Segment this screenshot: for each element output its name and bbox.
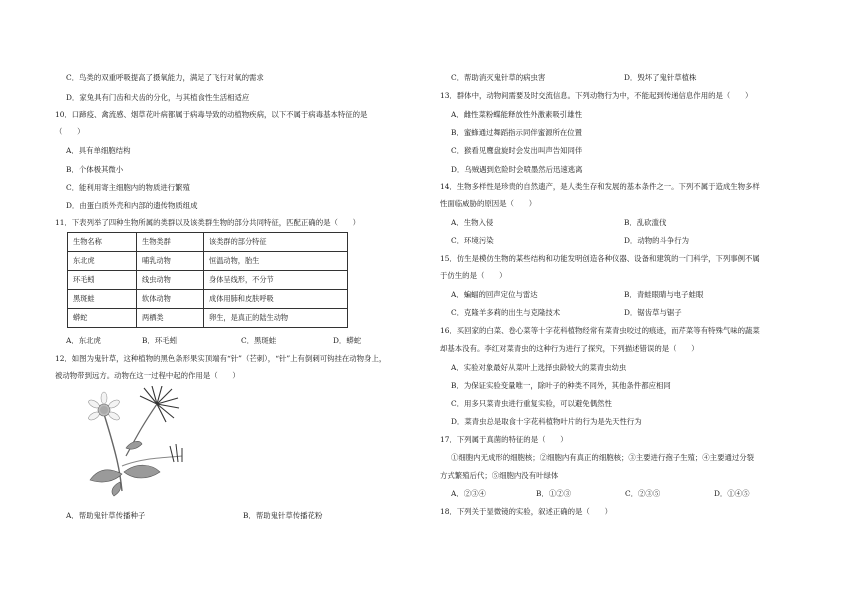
q17-stem: 17．下列属于真菌的特征的是（ ）: [440, 435, 568, 444]
q13-stem: 13．群体中，动物间需要及时交流信息。下列动物行为中，不能起到传递信息作用的是（ ）: [440, 91, 753, 100]
q13-option-b: B．蜜蜂通过舞蹈指示同伴蜜源所在位置: [451, 128, 583, 137]
q17-option-a: A．②③④: [451, 489, 486, 498]
q16-option-d: D．菜青虫总是取食十字花科植物叶片的行为是先天性行为: [451, 417, 642, 426]
q14-option-d: D．动物的斗争行为: [624, 236, 690, 245]
q12-option-c: C．帮助消灭鬼针草的病虫害: [451, 73, 546, 82]
q10-stem: 10．口蹄疫、禽流感、烟草花叶病都属于病毒导致的动植物疾病，以下不属于病毒基本特征的是: [55, 110, 368, 119]
table-header-cell: 生物名称: [68, 233, 137, 252]
q16-option-c: C．用多只菜青虫进行重复实验，可以避免偶然性: [451, 399, 612, 408]
q16-stem: 16．买回家的白菜、卷心菜等十字花科植物经常有菜青虫咬过的痕迹，而芹菜等有特殊气味的蔬菜: [440, 326, 760, 335]
flower-head: [87, 392, 120, 422]
q16-option-a: A．实验对象最好从菜叶上选择虫龄较大的菜青虫幼虫: [451, 363, 627, 372]
q14-option-a: A．生物入侵: [451, 218, 494, 227]
table-cell: 环毛蚓: [68, 271, 137, 290]
q14-stem: 14．生物多样性是珍贵的自然遗产，是人类生存和发展的基本条件之一。下列不属于造成生物多样: [440, 182, 760, 191]
q10-option-c: C．能利用寄主细胞内的物质进行繁殖: [66, 183, 190, 192]
table-row: [68, 309, 348, 328]
q9-option-c: C．鸟类的双重呼吸提高了摄氧能力，满足了飞行对氧的需求: [66, 73, 264, 82]
q11-option-c: C．黑斑蛙: [241, 336, 277, 345]
table-row: [68, 271, 348, 290]
bidens-plant-image: [82, 386, 194, 498]
table-cell: 哺乳动物: [137, 252, 204, 271]
q10-option-d: D．由蛋白质外壳和内部的遗传物质组成: [66, 201, 198, 210]
q13-option-d: D．乌贼遇到危险时会喷墨然后迅速逃离: [451, 165, 583, 174]
q17-items: ①细胞内无成形的细胞核；②细胞内有真正的细胞核；③主要进行孢子生殖；④主要通过分裂: [451, 453, 755, 462]
table-row: [68, 252, 348, 271]
q16-option-b: B．为保证实验变量唯一，除叶子的种类不同外，其他条件都应相同: [451, 381, 671, 390]
q15-stem-cont: 于仿生的是（ ）: [440, 271, 507, 280]
detached-fruits: [170, 444, 182, 462]
q14-option-b: B．乱砍滥伐: [624, 218, 667, 227]
q15-option-a: A．蝙蝠的回声定位与雷达: [451, 290, 538, 299]
q17-items-cont: 方式繁殖后代；⑤细胞内没有叶绿体: [440, 471, 559, 480]
table-cell: 卵生，是真正的陆生动物: [204, 309, 348, 328]
q15-option-c: C．克隆羊多莉的出生与克隆技术: [451, 308, 561, 317]
q10-stem-paren: （ ）: [55, 127, 85, 136]
q11-table: [67, 232, 348, 328]
q12-option-b: B．帮助鬼针草传播花粉: [243, 511, 323, 520]
table-cell: 线虫动物: [137, 271, 204, 290]
q17-option-d: D．①④⑤: [714, 489, 750, 498]
table-row: [68, 290, 348, 309]
q11-option-d: D．蟒蛇: [333, 336, 362, 345]
q17-option-c: C．②③⑤: [625, 489, 661, 498]
q10-option-b: B．个体极其微小: [66, 165, 124, 174]
table-cell: 软体动物: [137, 290, 204, 309]
q15-option-b: B．青蛙眼睛与电子蛙眼: [624, 290, 704, 299]
table-header-cell: 生物类群: [137, 233, 204, 252]
leaves: [90, 441, 160, 496]
table-cell: 蟒蛇: [68, 309, 137, 328]
q12-option-a: A．帮助鬼针草传播种子: [66, 511, 146, 520]
q12-option-d: D．毁坏了鬼针草植株: [624, 73, 697, 82]
table-cell: 黑斑蛙: [68, 290, 137, 309]
q12-stem: 12．如图为鬼针草，这种植物的黑色条形果实顶端有“针”（芒刺），“针”上有倒刺可钩挂在动物身上，: [55, 354, 387, 363]
q11-option-a: A．东北虎: [66, 336, 101, 345]
table-cell: 东北虎: [68, 252, 137, 271]
q11-stem: 11．下表列举了四种生物所属的类群以及该类群生物的部分共同特征，匹配正确的是（ ）: [55, 218, 361, 227]
table-header-cell: 该类群的部分特征: [204, 233, 348, 252]
q14-stem-cont: 性面临威胁的原因是（ ）: [440, 199, 537, 208]
q10-option-a: A．具有单细胞结构: [66, 146, 131, 155]
seed-head: [140, 386, 179, 422]
table-cell: 恒温动物，胎生: [204, 252, 348, 271]
table-header-row: [68, 233, 348, 252]
table-cell: 两栖类: [137, 309, 204, 328]
q13-option-c: C．猴看见鹰盘旋时会发出叫声告知同伴: [451, 146, 583, 155]
q16-stem-cont: 却基本没有。李红对菜青虫的这种行为进行了探究，下列描述错误的是（ ）: [440, 344, 699, 353]
q15-option-d: D．锯齿草与锯子: [624, 308, 682, 317]
q12-stem-cont: 被动物带到远方。动物在这一过程中起的作用是（ ）: [55, 371, 240, 380]
q11-option-b: B．环毛蚓: [142, 336, 177, 345]
table-cell: 身体呈线形，不分节: [204, 271, 348, 290]
q18-stem: 18．下列关于显微镜的实验，叙述正确的是（ ）: [440, 507, 613, 516]
table-cell: 成体用肺和皮肤呼吸: [204, 290, 348, 309]
q13-option-a: A．雌性菜粉蝶能释放性外激素吸引雄性: [451, 110, 582, 119]
q15-stem: 15．仿生是模仿生物的某些结构和功能发明创造各种仪器、设备和建筑的一门科学，下列事例不属: [440, 254, 760, 263]
q14-option-c: C．环境污染: [451, 236, 494, 245]
q17-option-b: B．①②③: [536, 489, 571, 498]
q9-option-d: D．家兔具有门齿和犬齿的分化，与其植食性生活相适应: [66, 93, 250, 102]
